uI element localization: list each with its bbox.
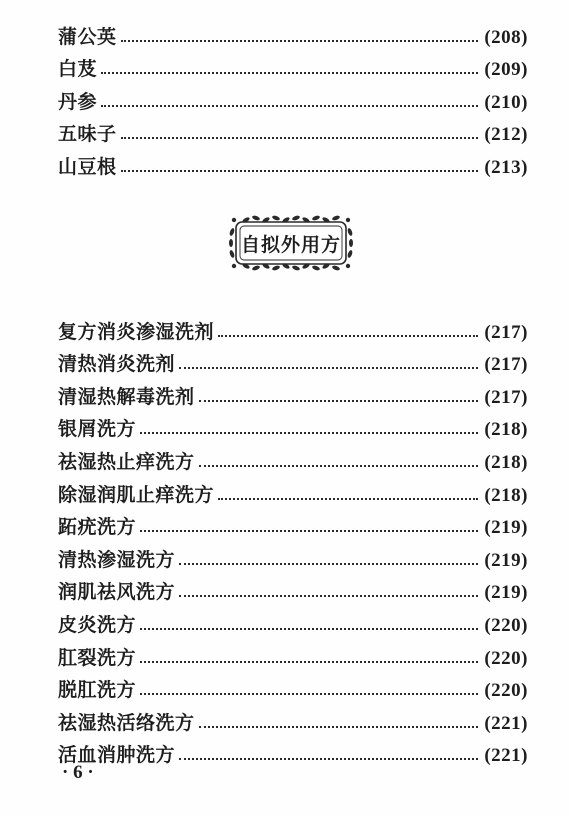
toc-entry-page: (212) xyxy=(484,124,528,146)
toc-entry-page: (220) xyxy=(484,680,528,702)
dot-leader xyxy=(140,432,478,434)
dot-leader xyxy=(121,137,479,139)
toc-list-top xyxy=(58,16,528,179)
dot-leader xyxy=(121,170,479,172)
dot-leader xyxy=(140,661,478,663)
toc-entry-title: 祛湿热止痒洗方 xyxy=(58,450,195,473)
toc-entry xyxy=(58,441,528,474)
section-heading-text: 自拟外用方 xyxy=(240,234,341,256)
toc-entry xyxy=(58,311,528,344)
toc-entry-page: (218) xyxy=(484,451,528,473)
dot-leader xyxy=(121,40,479,42)
toc-entry xyxy=(58,507,528,540)
toc-entry-title: 肛裂洗方 xyxy=(58,646,137,669)
dot-leader xyxy=(179,367,478,369)
toc-entry-page: (220) xyxy=(484,647,528,669)
dot-leader xyxy=(140,530,478,532)
toc-entry-title: 银屑洗方 xyxy=(58,418,137,441)
toc-entry-page: (221) xyxy=(484,745,528,767)
dot-leader xyxy=(218,335,478,337)
toc-entry-title: 跖疣洗方 xyxy=(58,516,137,539)
toc-entry-page: (217) xyxy=(484,321,528,343)
toc-entry-title: 白芨 xyxy=(58,58,98,81)
dot-leader xyxy=(140,628,478,630)
dot-leader xyxy=(218,498,478,500)
toc-entry xyxy=(58,376,528,409)
toc-entry-title: 脱肛洗方 xyxy=(58,679,137,702)
toc-entry-page: (219) xyxy=(484,582,528,604)
toc-entry-page: (219) xyxy=(484,549,528,571)
toc-entry xyxy=(58,735,528,768)
toc-entry-title: 活血消肿洗方 xyxy=(58,744,176,767)
toc-entry xyxy=(58,539,528,572)
toc-entry xyxy=(58,572,528,605)
toc-entry xyxy=(58,474,528,507)
dot-leader xyxy=(199,465,479,467)
toc-entry-title: 蒲公英 xyxy=(58,25,117,48)
dot-leader xyxy=(140,693,478,695)
toc-entry-page: (218) xyxy=(484,419,528,441)
toc-entry xyxy=(58,637,528,670)
footer-page-number: · 6 · xyxy=(62,762,94,783)
toc-entry xyxy=(58,702,528,735)
toc-entry-page: (217) xyxy=(484,354,528,376)
toc-entry-title: 除湿润肌止痒洗方 xyxy=(58,483,215,506)
toc-entry-title: 清热消炎洗剂 xyxy=(58,353,176,376)
dot-leader xyxy=(179,563,478,565)
toc-entry xyxy=(58,670,528,703)
toc-entry-page: (210) xyxy=(484,91,528,113)
toc-entry-title: 丹参 xyxy=(58,90,98,113)
toc-entry-title: 清湿热解毒洗剂 xyxy=(58,385,195,408)
toc-entry xyxy=(58,409,528,442)
toc-entry xyxy=(58,16,528,49)
dot-leader xyxy=(179,595,478,597)
dot-leader xyxy=(199,400,479,402)
toc-entry xyxy=(58,604,528,637)
toc-entry-title: 皮炎洗方 xyxy=(58,613,137,636)
dot-leader xyxy=(199,726,479,728)
section-heading xyxy=(226,212,356,274)
toc-entry-title: 润肌祛风洗方 xyxy=(58,581,176,604)
dot-leader xyxy=(101,72,478,74)
toc-entry-page: (219) xyxy=(484,517,528,539)
toc-entry-page: (209) xyxy=(484,59,528,81)
toc-entry xyxy=(58,114,528,147)
toc-entry xyxy=(58,146,528,179)
toc-entry-page: (213) xyxy=(484,156,528,178)
toc-entry-title: 山豆根 xyxy=(58,155,117,178)
dot-leader xyxy=(179,758,478,760)
dot-leader xyxy=(101,105,478,107)
toc-entry xyxy=(58,81,528,114)
toc-entry-title: 清热渗湿洗方 xyxy=(58,548,176,571)
toc-entry-page: (217) xyxy=(484,386,528,408)
toc-entry-page: (208) xyxy=(484,26,528,48)
toc-entry xyxy=(58,344,528,377)
toc-entry-page: (221) xyxy=(484,712,528,734)
toc-entry-page: (220) xyxy=(484,614,528,636)
toc-list-bottom xyxy=(58,311,528,767)
toc-entry-title: 祛湿热活络洗方 xyxy=(58,711,195,734)
toc-entry-title: 五味子 xyxy=(58,123,117,146)
toc-entry xyxy=(58,49,528,82)
toc-entry-title: 复方消炎渗湿洗剂 xyxy=(58,320,215,343)
toc-entry-page: (218) xyxy=(484,484,528,506)
